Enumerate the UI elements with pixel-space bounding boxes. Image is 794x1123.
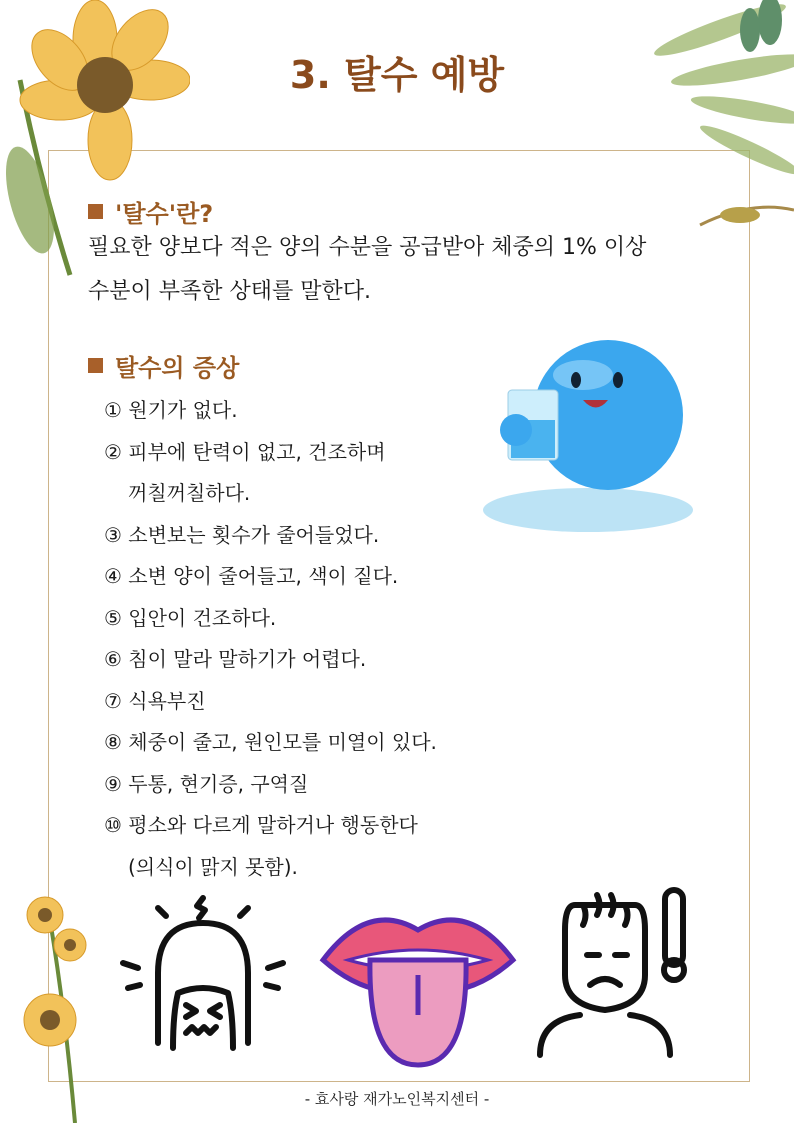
list-item: ⑦ 식욕부진 — [104, 688, 206, 713]
footer-organization: - 효사랑 재가노인복지센터 - — [304, 1090, 490, 1108]
list-item: ⑩ 평소와 다르게 말하거나 행동한다 — [104, 813, 418, 837]
square-bullet-icon — [88, 358, 103, 373]
list-item: (의식이 맑지 못함). — [128, 854, 298, 879]
heading-text: '탈수'란? — [115, 200, 214, 228]
definition-line: 필요한 양보다 적은 양의 수분을 공급받아 체중의 1% 이상 — [88, 235, 647, 260]
dry-mouth-tongue-icon — [318, 905, 518, 1070]
section-heading-definition — [88, 194, 213, 229]
list-item: ④ 소변 양이 줄어들고, 색이 짙다. — [104, 564, 399, 588]
headache-icon — [118, 893, 288, 1063]
list-item: ⑥ 침이 말라 말하기가 어렵다. — [104, 647, 367, 671]
definition-text — [88, 226, 646, 314]
fever-person-thermometer-icon — [535, 885, 695, 1060]
list-item: ⑧ 체중이 줄고, 원인모를 미열이 있다. — [104, 730, 437, 754]
palm-leaves-decoration-icon — [600, 0, 794, 260]
section-heading-symptoms — [88, 348, 239, 383]
definition-line: 수분이 부족한 상태를 말한다. — [88, 279, 371, 304]
square-bullet-icon — [88, 204, 103, 219]
heading-text: 탈수의 증상 — [115, 354, 240, 382]
list-item: 꺼칠꺼칠하다. — [128, 481, 251, 505]
list-item: ② 피부에 탄력이 없고, 건조하며 — [104, 439, 386, 464]
list-item: ⑤ 입안이 건조하다. — [104, 605, 277, 630]
list-item: ③ 소변보는 횟수가 줄어들었다. — [104, 522, 380, 547]
symptom-list — [104, 390, 437, 888]
water-character-illustration-icon — [478, 335, 698, 545]
list-item: ① 원기가 없다. — [104, 398, 238, 422]
list-item: ⑨ 두통, 현기증, 구역질 — [104, 771, 309, 796]
page-title: 3. 탈수 예방 — [289, 53, 505, 97]
